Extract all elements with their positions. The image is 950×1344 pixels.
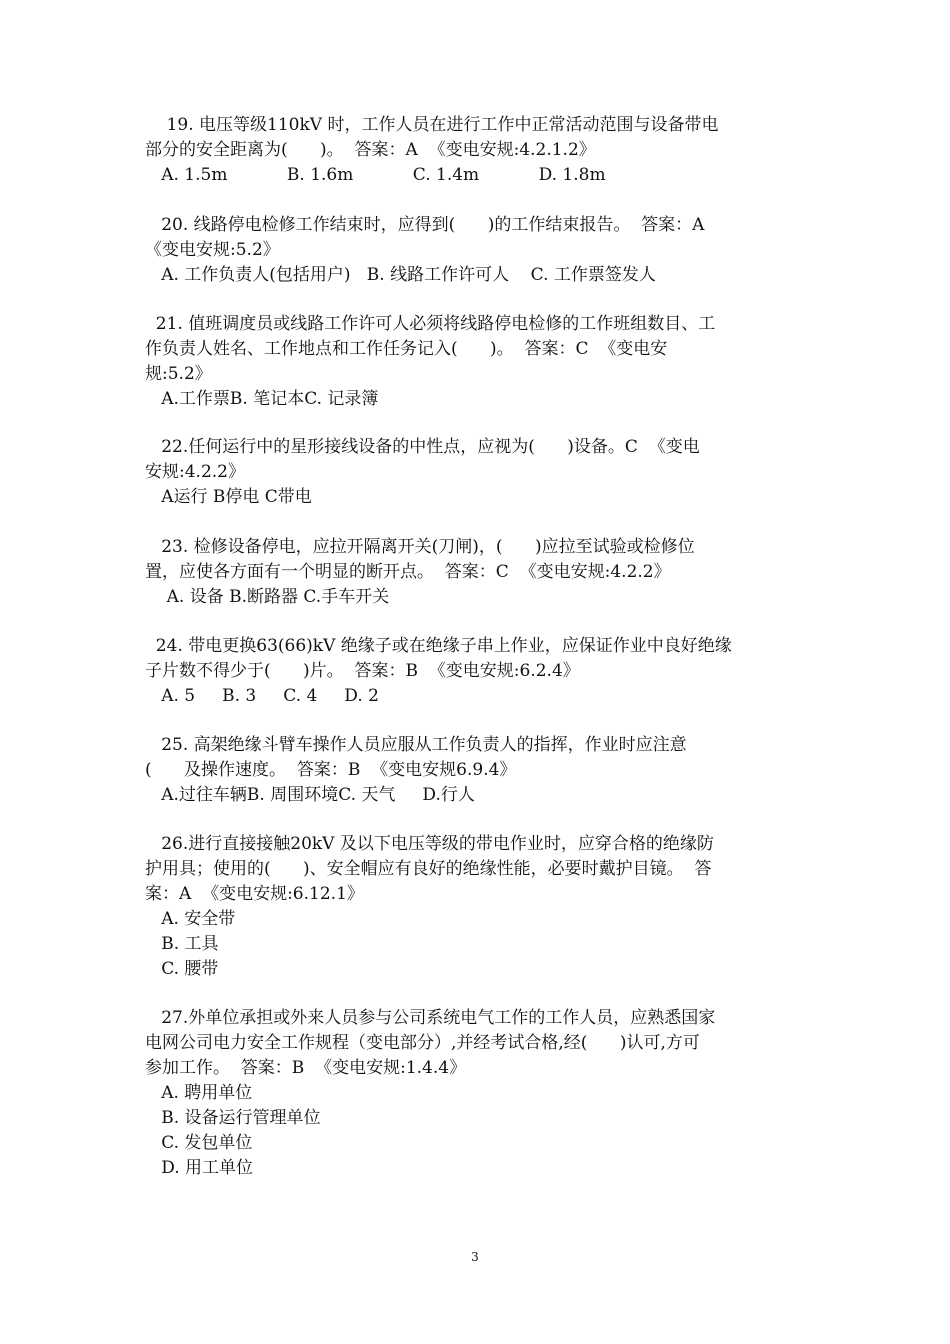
question-line: 25. 高架绝缘斗臂车操作人员应服从工作负责人的指挥，作业时应注意 xyxy=(145,735,687,755)
question-line: ( 及操作速度。 答案：B 《变电安规6.9.4》 xyxy=(145,760,517,780)
answer-option: A. 聘用单位 xyxy=(145,1083,253,1103)
question-22 xyxy=(145,435,810,510)
question-line: 安规:4.2.2》 xyxy=(145,462,245,482)
answer-option: B. 设备运行管理单位 xyxy=(145,1108,321,1128)
answer-option: A. 安全带 xyxy=(145,909,236,929)
question-line: 27.外单位承担或外来人员参与公司系统电气工作的工作人员，应熟悉国家 xyxy=(145,1008,716,1028)
question-line: 19. 电压等级110kV 时，工作人员在进行工作中正常活动范围与设备带电 xyxy=(145,115,719,135)
question-line: 21. 值班调度员或线路工作许可人必须将线路停电检修的工作班组数目、工 xyxy=(145,314,716,334)
question-line: 24. 带电更换63(66)kV 绝缘子或在绝缘子串上作业，应保证作业中良好绝缘 xyxy=(145,636,732,656)
question-line: 作负责人姓名、工作地点和工作任务记入( )。 答案：C 《变电安 xyxy=(145,339,668,359)
answer-options: A. 5 B. 3 C. 4 D. 2 xyxy=(145,686,379,706)
question-25 xyxy=(145,733,810,808)
question-line: 电网公司电力安全工作规程（变电部分）,并经考试合格,经( )认可,方可 xyxy=(145,1033,700,1053)
answer-options: A运行 B停电 C带电 xyxy=(145,487,312,507)
question-line: 26.进行直接接触20kV 及以下电压等级的带电作业时，应穿合格的绝缘防 xyxy=(145,834,714,854)
question-27 xyxy=(145,1006,810,1181)
answer-option: C. 腰带 xyxy=(145,959,219,979)
question-20 xyxy=(145,213,810,288)
question-line: 护用具；使用的( )、安全帽应有良好的绝缘性能，必要时戴护目镜。 答 xyxy=(145,859,712,879)
answer-options: A.过往车辆B. 周围环境C. 天气 D.行人 xyxy=(145,785,475,805)
question-line: 22.任何运行中的星形接线设备的中性点，应视为( )设备。C 《变电 xyxy=(145,437,700,457)
question-line: 置，应使各方面有一个明显的断开点。 答案：C 《变电安规:4.2.2》 xyxy=(145,562,671,582)
answer-options: A.工作票B. 笔记本C. 记录簿 xyxy=(145,389,379,409)
question-23 xyxy=(145,535,810,610)
question-line: 《变电安规:5.2》 xyxy=(145,240,280,260)
question-19 xyxy=(145,113,810,188)
question-line: 案：A 《变电安规:6.12.1》 xyxy=(145,884,364,904)
page-number: 3 xyxy=(471,1250,479,1264)
answer-option: D. 用工单位 xyxy=(145,1158,254,1178)
answer-option: C. 发包单位 xyxy=(145,1133,253,1153)
question-line: 20. 线路停电检修工作结束时，应得到( )的工作结束报告。 答案：A xyxy=(145,215,705,235)
question-26 xyxy=(145,832,810,982)
answer-options: A. 设备 B.断路器 C.手车开关 xyxy=(145,587,390,607)
question-21 xyxy=(145,312,810,412)
question-line: 规:5.2》 xyxy=(145,364,212,384)
answer-options: A. 工作负责人(包括用户) B. 线路工作许可人 C. 工作票签发人 xyxy=(145,265,656,285)
question-line: 部分的安全距离为( )。 答案：A 《变电安规:4.2.1.2》 xyxy=(145,140,596,160)
question-24 xyxy=(145,634,810,709)
answer-option: B. 工具 xyxy=(145,934,219,954)
answer-options: A. 1.5m B. 1.6m C. 1.4m D. 1.8m xyxy=(145,165,606,185)
question-line: 23. 检修设备停电，应拉开隔离开关(刀闸)，( )应拉至试验或检修位 xyxy=(145,537,695,557)
question-line: 子片数不得少于( )片。 答案：B 《变电安规:6.2.4》 xyxy=(145,661,580,681)
question-line: 参加工作。 答案：B 《变电安规:1.4.4》 xyxy=(145,1058,467,1078)
